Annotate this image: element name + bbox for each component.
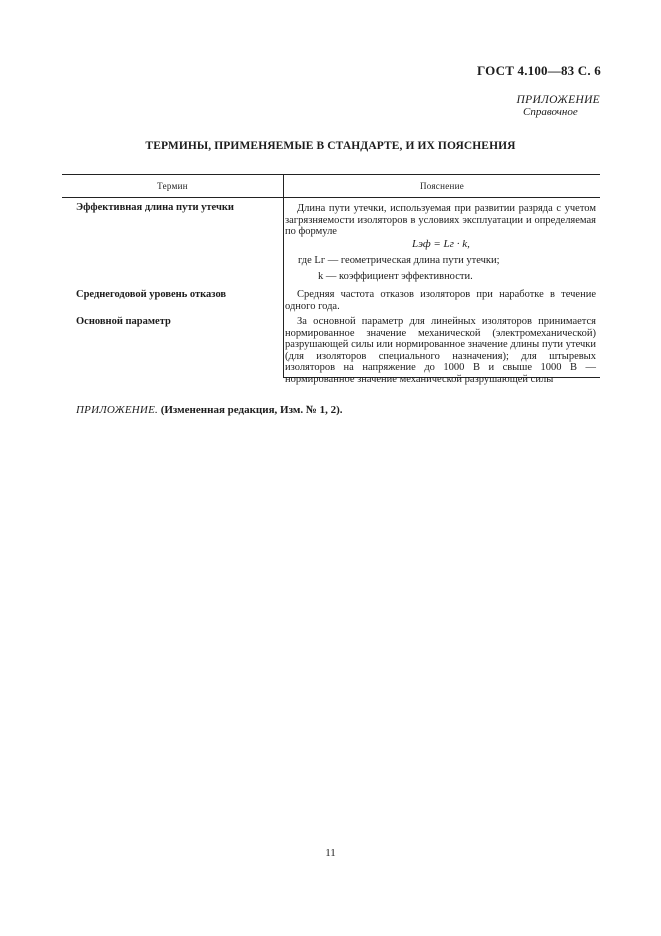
appendix-type: Справочное bbox=[523, 106, 578, 118]
table-top-rule bbox=[62, 174, 600, 175]
explanation-effective-leakage-length: Длина пути утечки, используемая при развитии разряда с учетом загрязняемости изоляторов в условиях эксплуатации и определяемая по формуле bbox=[285, 203, 596, 238]
amendment-note-label: ПРИЛОЖЕНИЕ. bbox=[76, 404, 158, 416]
formula-where-1: где Lг — геометрическая длина пути утечки; bbox=[298, 255, 500, 266]
column-header-explanation: Пояснение bbox=[419, 181, 465, 191]
explanation-main-parameter: За основной параметр для линейных изоляторов принимается нормированное значение механической (электромеханической) разрушающей силы или нормированное значение длины пути утечки (для изоляторов специального назначения); для штыревых изоляторов на напряжение до 1000 В и свыше 1000 В — нормированное значение механической разрушающей силы bbox=[285, 316, 596, 385]
column-header-term: Термин bbox=[157, 181, 188, 191]
formula: Lэф = Lг · k, bbox=[412, 238, 470, 250]
explanation-annual-failure-level: Средняя частота отказов изоляторов при наработке в течение одного года. bbox=[285, 289, 596, 312]
formula-where-2: k — коэффициент эффективности. bbox=[318, 271, 473, 282]
table-column-divider bbox=[283, 174, 284, 377]
term-effective-leakage-length: Эффективная длина пути утечки bbox=[76, 202, 234, 213]
standard-page-header: ГОСТ 4.100—83 С. 6 bbox=[476, 63, 601, 78]
amendment-note-text: (Измененная редакция, Изм. № 1, 2). bbox=[160, 404, 343, 416]
document-title: ТЕРМИНЫ, ПРИМЕНЯЕМЫЕ В СТАНДАРТЕ, И ИХ ПОЯСНЕНИЯ bbox=[145, 140, 516, 152]
table-header-rule bbox=[62, 197, 600, 198]
page-number: 11 bbox=[325, 847, 336, 859]
term-main-parameter: Основной параметр bbox=[76, 316, 171, 327]
term-annual-failure-level: Среднегодовой уровень отказов bbox=[76, 289, 227, 300]
appendix-label: ПРИЛОЖЕНИЕ bbox=[516, 94, 600, 106]
amendment-note bbox=[76, 404, 343, 416]
